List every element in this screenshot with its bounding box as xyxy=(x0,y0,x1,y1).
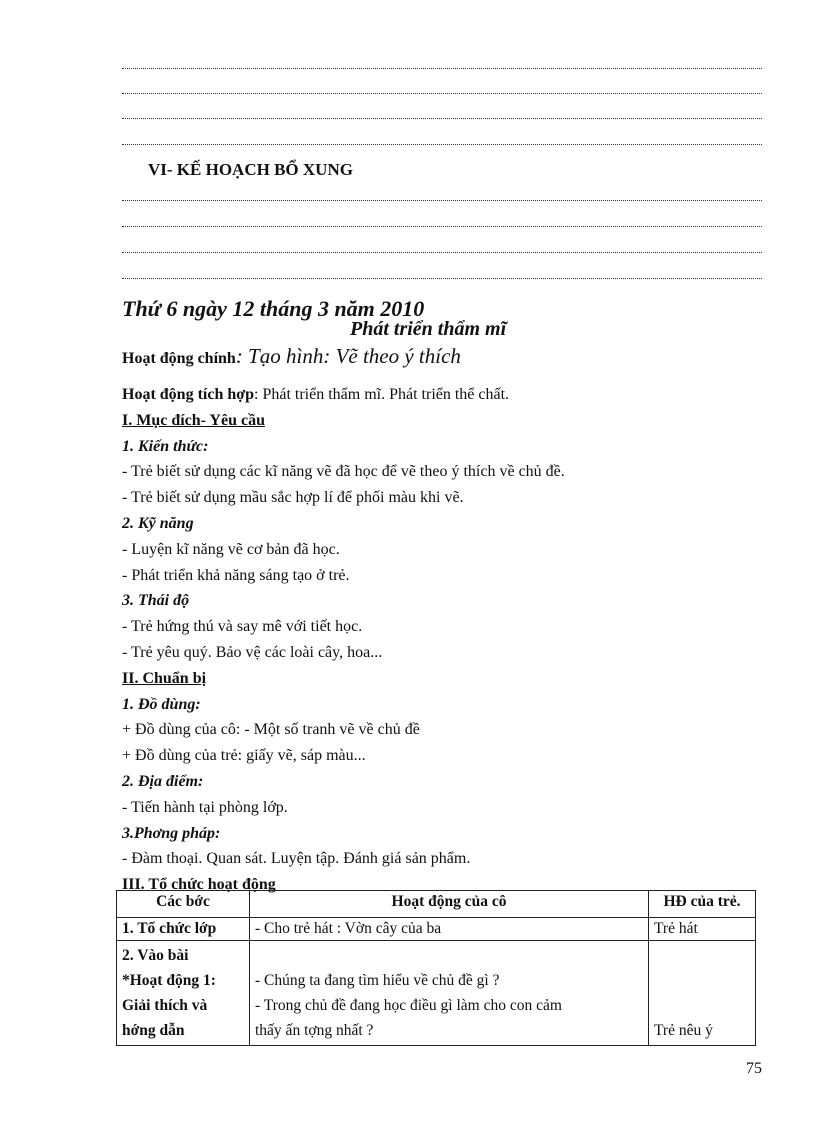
dotted-line xyxy=(122,252,762,253)
table-header: Hoạt động của cô xyxy=(250,891,649,918)
dotted-line xyxy=(122,93,762,94)
list-item: - Trẻ yêu quý. Bảo vệ các loài cây, hoa... xyxy=(122,643,383,661)
heading-place: 2. Địa điểm: xyxy=(122,772,204,790)
heading-attitude: 3. Thái độ xyxy=(122,592,190,610)
list-item: - Luyện kĩ năng vẽ cơ bản đã học. xyxy=(122,540,340,558)
dotted-line xyxy=(122,226,762,227)
dotted-line xyxy=(122,68,762,69)
activity-table xyxy=(116,890,756,1046)
table-cell: 2. Vào bài *Hoạt động 1: Giải thích và hớng dẫn xyxy=(117,941,250,1046)
table-cell: - Chúng ta đang tìm hiểu về chủ đề gì ? - Trong chủ đề đang học điều gì làm cho con cảm thấy ấn tợng nhất ? xyxy=(250,941,649,1046)
lesson-body xyxy=(122,382,772,898)
table-header-row xyxy=(117,891,756,918)
heading-purpose: I. Mục đích- Yêu cầu xyxy=(122,411,265,429)
table-cell: Trẻ nêu ý xyxy=(649,941,756,1046)
dotted-line xyxy=(122,278,762,279)
table-header: Các bớc xyxy=(117,891,250,918)
main-activity-value: : Tạo hình: Vẽ theo ý thích xyxy=(235,344,461,368)
list-item: - Trẻ biết sử dụng các kĩ năng vẽ đã học để vẽ theo ý thích về chủ đề. xyxy=(122,463,565,481)
list-item: - Phát triển khả năng sáng tạo ở trẻ. xyxy=(122,566,350,584)
dotted-line xyxy=(122,200,762,201)
dotted-line xyxy=(122,118,762,119)
section-title: VI- KẾ HOẠCH BỔ XUNG xyxy=(148,160,353,179)
heading-materials: 1. Đồ dùng: xyxy=(122,695,201,713)
table-cell: - Cho trẻ hát : Vờn cây của ba xyxy=(250,918,649,941)
list-item: + Đồ dùng của cô: - Một số tranh vẽ về chủ đề xyxy=(122,721,420,739)
integrated-activity: Hoạt động tích hợp: Phát triển thẩm mĩ. Phát triển thể chất. xyxy=(122,386,510,403)
heading-preparation: II. Chuẩn bị xyxy=(122,669,207,687)
heading-organization: III. Tổ chức hoạt động xyxy=(122,876,276,894)
table-header: HĐ của trẻ. xyxy=(649,891,756,918)
heading-skills: 2. Kỹ năng xyxy=(122,514,194,532)
list-item: + Đồ dùng của trẻ: giấy vẽ, sáp màu... xyxy=(122,747,366,765)
list-item: - Đàm thoại. Quan sát. Luyện tập. Đánh giá sản phẩm. xyxy=(122,850,471,868)
main-activity xyxy=(122,344,461,369)
list-item: - Trẻ biết sử dụng mầu sắc hợp lí để phối màu khi vẽ. xyxy=(122,489,464,507)
dotted-line xyxy=(122,144,762,145)
table-row xyxy=(117,918,756,941)
lesson-date: Thứ 6 ngày 12 tháng 3 năm 2010 xyxy=(122,296,425,321)
table-cell: Trẻ hát xyxy=(649,918,756,941)
heading-method: 3.Phơng pháp: xyxy=(122,824,221,842)
page-number: 75 xyxy=(746,1060,762,1077)
heading-knowledge: 1. Kiến thức: xyxy=(122,437,209,455)
lesson-subject: Phát triển thẩm mĩ xyxy=(350,318,507,340)
table-row xyxy=(117,941,756,1046)
list-item: - Trẻ hứng thú và say mê với tiết học. xyxy=(122,618,363,636)
main-activity-label: Hoạt động chính xyxy=(122,350,236,367)
list-item: - Tiến hành tại phòng lớp. xyxy=(122,798,288,816)
table-cell: 1. Tổ chức lớp xyxy=(117,918,250,941)
